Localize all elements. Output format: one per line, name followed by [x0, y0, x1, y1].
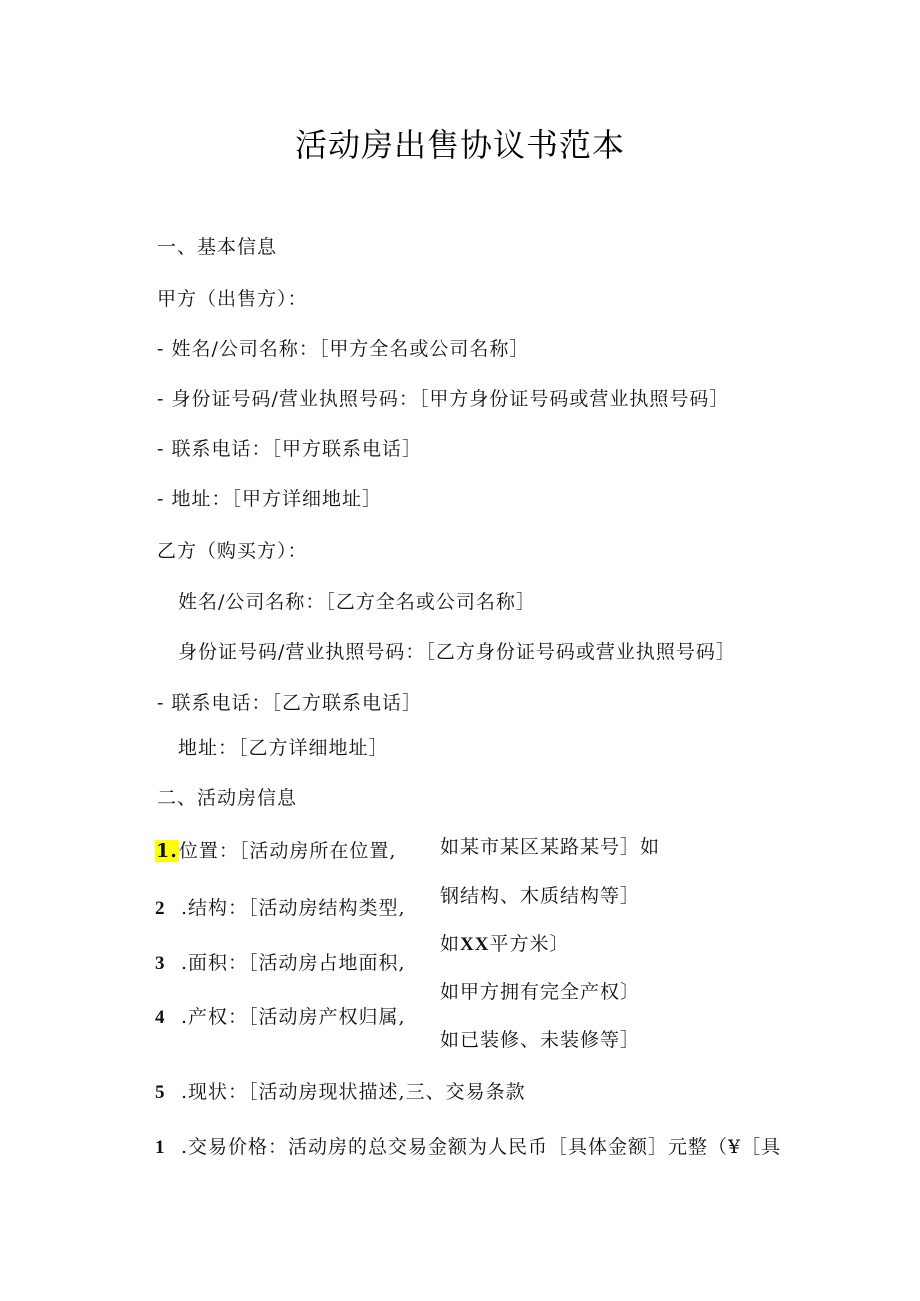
item-text: 位置：［活动房所在位置,: [178, 840, 397, 862]
house-info-item-location: [155, 836, 396, 863]
trade-terms-item-price: [155, 1132, 781, 1159]
party-a-phone: - 联系电话：［甲方联系电话］: [157, 438, 422, 460]
item-number: 2: [155, 898, 166, 919]
party-b-label: 乙方（购买方）：: [157, 540, 308, 562]
item-number: 3: [155, 953, 166, 974]
house-info-item-structure-example: 钢结构、木质结构等］: [440, 885, 641, 907]
item-text: .交易价格：活动房的总交易金额为人民币［具体金额］元整（¥［具: [181, 1136, 782, 1158]
house-info-item-ownership: [155, 1002, 406, 1029]
party-a-name: - 姓名/公司名称：［甲方全名或公司名称］: [157, 338, 530, 360]
house-info-item-ownership-example: 如甲方拥有完全产权〕: [440, 981, 641, 1003]
party-b-phone: - 联系电话：［乙方联系电话］: [157, 692, 422, 714]
item-text: .现状：［活动房现状描述,三、交易条款: [181, 1081, 526, 1103]
party-b-name: 姓名/公司名称：［乙方全名或公司名称］: [178, 591, 536, 613]
party-a-id: - 身份证号码/营业执照号码：［甲方身份证号码或营业执照号码］: [157, 388, 730, 410]
item-number: 1.: [156, 840, 178, 862]
house-info-item-condition-example: 如已装修、未装修等］: [440, 1029, 641, 1051]
item-text: .结构：［活动房结构类型,: [181, 897, 406, 919]
party-a-address: - 地址：［甲方详细地址］: [157, 488, 382, 510]
house-info-item-condition: [155, 1077, 526, 1104]
item-number: 1: [155, 1137, 166, 1158]
item-number: 5: [155, 1082, 166, 1103]
party-b-address: 地址：［乙方详细地址］: [178, 737, 389, 759]
house-info-item-area: [155, 948, 406, 975]
party-b-id: 身份证号码/营业执照号码：［乙方身份证号码或营业执照号码］: [178, 641, 736, 663]
document-title: 活动房出售协议书范本: [294, 126, 625, 164]
section-heading-house-info: 二、活动房信息: [157, 787, 298, 809]
item-number: 4: [155, 1007, 166, 1028]
house-info-item-structure: [155, 893, 406, 920]
party-a-label: 甲方（出售方）：: [157, 288, 308, 310]
item-text: .产权：［活动房产权归属,: [181, 1006, 406, 1028]
item-text: .面积：［活动房占地面积,: [181, 952, 406, 974]
section-heading-basic-info: 一、基本信息: [157, 236, 278, 258]
house-info-item-location-example: 如某市某区某路某号］如: [440, 836, 661, 858]
house-info-item-area-example: 如XX平方米〕: [440, 933, 570, 955]
